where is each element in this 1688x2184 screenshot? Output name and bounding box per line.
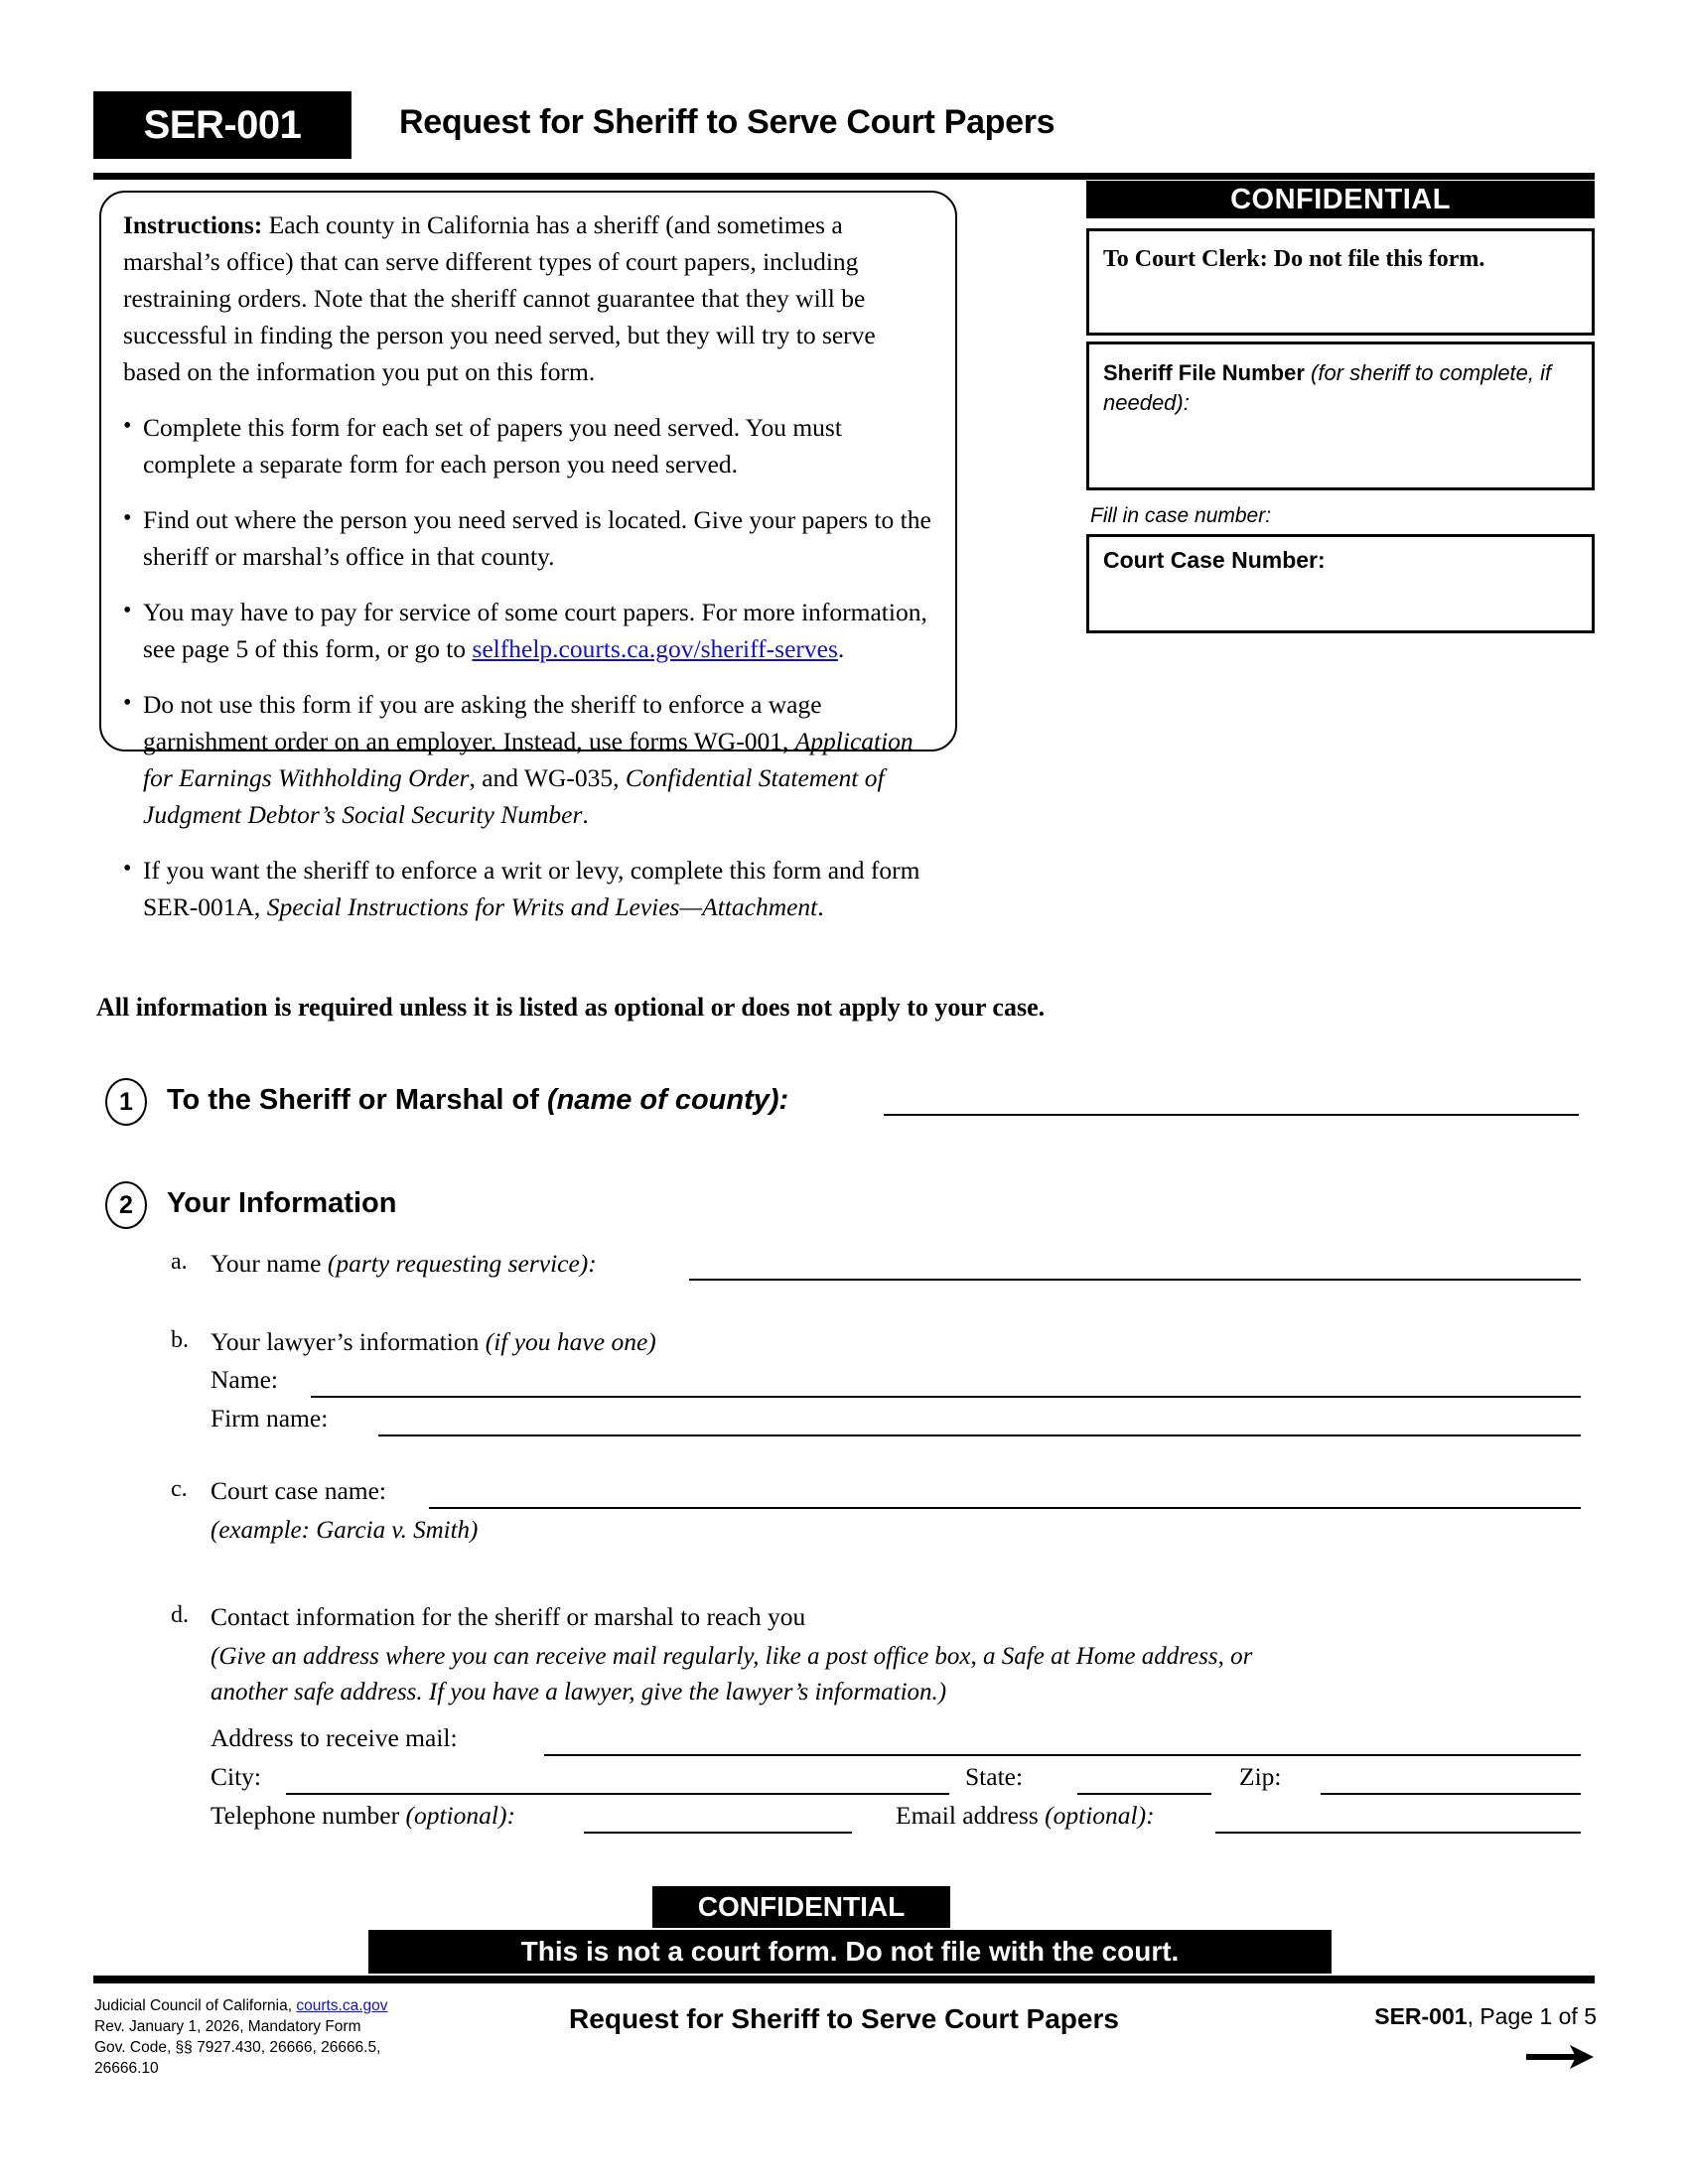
- your-name-hint: (party requesting service):: [327, 1249, 597, 1278]
- form-header: [93, 91, 1595, 159]
- page-title: Request for Sheriff to Serve Court Papers: [399, 103, 1055, 141]
- instruction-bullet-4-part-b: , and WG-035,: [469, 763, 626, 792]
- telephone-hint: (optional):: [405, 1801, 515, 1830]
- form-name-wg001-italic: Application for Earnings Withholding Order: [143, 727, 914, 792]
- state-label: State:: [965, 1762, 1024, 1791]
- section-2-heading: Your Information: [167, 1187, 397, 1219]
- footer-page-number: , Page 1 of 5: [1467, 2003, 1597, 2029]
- section-number-2: 2: [105, 1181, 147, 1229]
- judicial-council-text: Judicial Council of California,: [94, 1997, 297, 2014]
- court-clerk-notice-box: [1086, 228, 1595, 336]
- section-1-heading: [167, 1084, 788, 1117]
- form-code-badge: SER-001: [93, 91, 352, 159]
- section-1-heading-hint: (name of county):: [546, 1084, 789, 1116]
- lawyer-information-label: [211, 1327, 656, 1357]
- section-1-heading-text: To the Sheriff or Marshal of: [167, 1084, 547, 1116]
- court-clerk-notice-text: To Court Clerk: Do not file this form.: [1103, 246, 1485, 272]
- lawyer-name-input[interactable]: [311, 1396, 1581, 1398]
- sheriff-file-number-label: [1103, 358, 1578, 418]
- instruction-bullet-1-text: Complete this form for each set of papers you need served. You must complete a separate form for each person you need served.: [143, 413, 842, 478]
- email-label: [896, 1801, 1155, 1831]
- instruction-bullet-4-part-c: .: [582, 800, 589, 829]
- telephone-label-text: Telephone number: [211, 1801, 406, 1830]
- government-code-text: Gov. Code, §§ 7927.430, 26666, 26666.5, 26666.10: [94, 2039, 381, 2077]
- lawyer-firm-input[interactable]: [378, 1434, 1581, 1436]
- mailing-address-input[interactable]: [544, 1754, 1581, 1756]
- instruction-bullet-4-part-a: Do not use this form if you are asking the sheriff to enforce a wage garnishment order on an employer. Instead, use forms WG-001,: [143, 690, 822, 755]
- court-case-name-input[interactable]: [429, 1507, 1581, 1509]
- instruction-bullet-2-text: Find out where the person you need served is located. Give your papers to the sheriff or marshal’s office in that county.: [143, 505, 931, 571]
- instructions-label: Instructions:: [123, 210, 263, 239]
- instruction-bullet-3-posttext: .: [837, 634, 845, 663]
- instructions-panel: [99, 191, 957, 921]
- item-a-letter: a.: [171, 1249, 188, 1275]
- courts-ca-gov-link[interactable]: courts.ca.gov: [296, 1997, 388, 2014]
- sheriff-file-number-label-bold: Sheriff File Number: [1103, 360, 1305, 385]
- required-information-note: All information is required unless it is listed as optional or does not apply to your case.: [96, 993, 1046, 1022]
- sheriff-file-number-box[interactable]: [1086, 341, 1595, 490]
- sheriff-file-number-hint: (for sheriff to complete, if needed):: [1103, 360, 1552, 415]
- instruction-bullet-3-pretext: You may have to pay for service of some court papers. For more information, see page 5 of this form, or go to: [143, 598, 927, 663]
- instruction-bullet-5-part-a: If you want the sheriff to enforce a writ or levy, complete this form and form SER-001A,: [143, 856, 920, 921]
- instruction-bullet-1: [123, 409, 933, 482]
- court-case-number-box[interactable]: [1086, 534, 1595, 633]
- lawyer-firm-label: Firm name:: [211, 1404, 329, 1433]
- city-label: City:: [211, 1762, 262, 1791]
- form-name-wg035-italic: Confidential Statement of Judgment Debtor’s Social Security Number: [143, 763, 885, 829]
- email-input[interactable]: [1215, 1832, 1581, 1834]
- lawyer-information-hint: (if you have one): [485, 1327, 656, 1356]
- court-case-number-label: Court Case Number:: [1103, 547, 1326, 573]
- footer-form-title: Request for Sheriff to Serve Court Papers: [569, 2003, 1119, 2034]
- header-divider: [93, 173, 1595, 180]
- instruction-bullet-4: [123, 686, 933, 833]
- lawyer-name-label: Name:: [211, 1365, 278, 1394]
- footer-divider: [93, 1976, 1595, 1983]
- lawyer-information-label-text: Your lawyer’s information: [211, 1327, 486, 1356]
- email-label-text: Email address: [896, 1801, 1046, 1830]
- email-hint: (optional):: [1045, 1801, 1155, 1830]
- form-name-ser001a-italic: Special Instructions for Writs and Levies—Attachment: [266, 892, 818, 921]
- your-name-input[interactable]: [689, 1279, 1581, 1281]
- mailing-address-label: Address to receive mail:: [211, 1723, 458, 1752]
- confidential-banner-top: CONFIDENTIAL: [1086, 181, 1595, 218]
- footer-page-indicator: [1374, 2003, 1597, 2030]
- court-case-name-label: Court case name:: [211, 1476, 387, 1505]
- confidential-banner-bottom: CONFIDENTIAL: [652, 1886, 950, 1928]
- county-name-input[interactable]: [884, 1114, 1579, 1116]
- contact-information-note-line-2: another safe address. If you have a lawyer, give the lawyer’s information.): [211, 1679, 947, 1706]
- state-input[interactable]: [1077, 1793, 1211, 1795]
- section-number-1: 1: [105, 1078, 147, 1126]
- telephone-input[interactable]: [584, 1832, 852, 1834]
- zip-label: Zip:: [1239, 1762, 1282, 1791]
- not-a-court-form-banner: This is not a court form. Do not file with the court.: [368, 1930, 1332, 1974]
- your-name-label: [211, 1249, 597, 1279]
- item-c-letter: c.: [171, 1476, 188, 1502]
- next-page-arrow-icon: [1524, 2043, 1594, 2071]
- your-name-label-text: Your name: [211, 1249, 328, 1278]
- item-d-letter: d.: [171, 1602, 189, 1628]
- instructions-bullet-list: [123, 409, 933, 925]
- instruction-bullet-3: [123, 594, 933, 667]
- instruction-bullet-5: [123, 852, 933, 925]
- zip-input[interactable]: [1321, 1793, 1581, 1795]
- item-b-letter: b.: [171, 1327, 189, 1353]
- instructions-intro-text: Each county in California has a sheriff (and sometimes a marshal’s office) that can serve different types of court papers, including restraining orders. Note that the sheriff cannot guarantee that they will be successful in finding the person you need served, but they will try to serve based on the information you put on this form.: [123, 210, 876, 386]
- selfhelp-link[interactable]: selfhelp.courts.ca.gov/sheriff-serves: [472, 634, 838, 663]
- instructions-intro-paragraph: [123, 206, 933, 390]
- court-case-name-example: (example: Garcia v. Smith): [211, 1517, 479, 1544]
- instruction-bullet-2: [123, 501, 933, 575]
- contact-information-label: Contact information for the sheriff or marshal to reach you: [211, 1602, 806, 1631]
- city-input[interactable]: [286, 1793, 949, 1795]
- telephone-label: [211, 1801, 515, 1831]
- footer-form-code: SER-001: [1374, 2003, 1468, 2029]
- instruction-bullet-5-part-b: .: [817, 892, 824, 921]
- fill-in-case-number-label: Fill in case number:: [1090, 504, 1272, 527]
- revision-date-text: Rev. January 1, 2026, Mandatory Form: [94, 2018, 361, 2035]
- contact-information-note-line-1: (Give an address where you can receive mail regularly, like a post office box, a Safe at Home address, or: [211, 1643, 1253, 1670]
